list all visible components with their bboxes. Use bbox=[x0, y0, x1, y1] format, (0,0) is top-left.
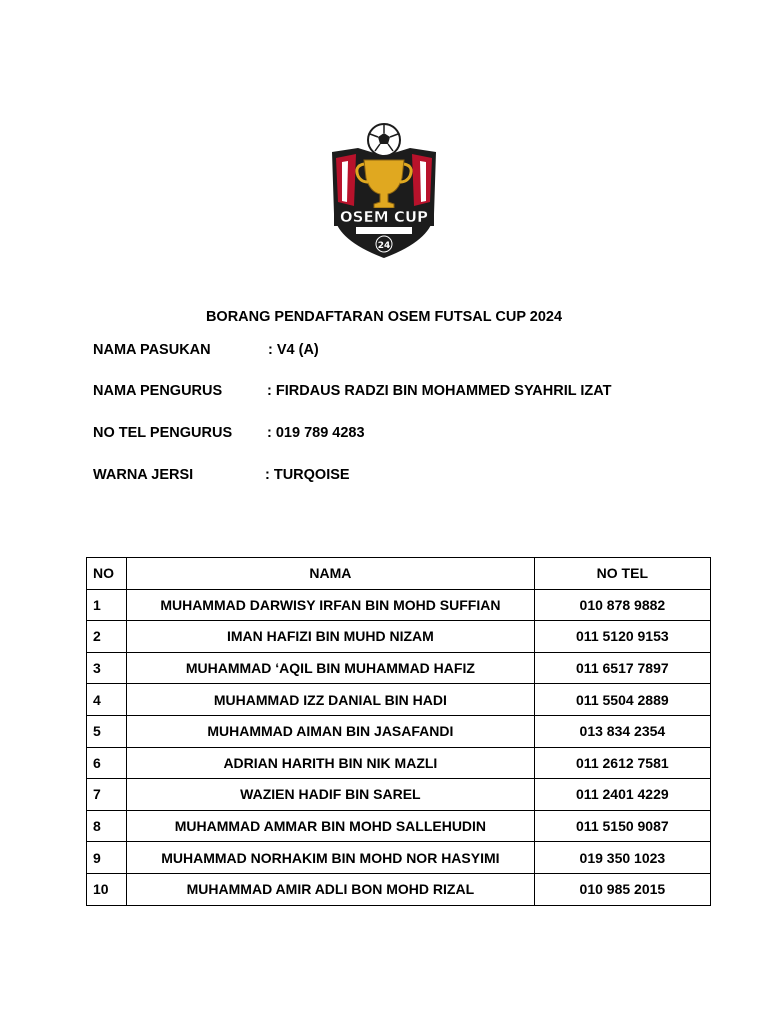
table-row bbox=[87, 779, 711, 811]
table-row bbox=[87, 684, 711, 716]
info-team-name bbox=[93, 342, 319, 358]
logo-text: OSEM CUP bbox=[339, 208, 429, 226]
cell-no: 3 bbox=[87, 652, 127, 684]
cell-no: 4 bbox=[87, 684, 127, 716]
header-name: NAMA bbox=[127, 558, 535, 590]
info-value: : TURQOISE bbox=[265, 467, 350, 483]
cell-no: 2 bbox=[87, 621, 127, 653]
table-row bbox=[87, 842, 711, 874]
header-tel: NO TEL bbox=[534, 558, 710, 590]
cell-no: 6 bbox=[87, 747, 127, 779]
info-manager-name bbox=[93, 383, 612, 399]
info-label: WARNA JERSI bbox=[93, 467, 194, 483]
player-table bbox=[86, 557, 711, 906]
cell-name: MUHAMMAD AIMAN BIN JASAFANDI bbox=[127, 715, 535, 747]
cell-no: 5 bbox=[87, 715, 127, 747]
table-row bbox=[87, 621, 711, 653]
cell-tel: 011 5120 9153 bbox=[534, 621, 710, 653]
cell-no: 8 bbox=[87, 810, 127, 842]
logo-sub-banner bbox=[356, 227, 412, 234]
cell-tel: 011 2401 4229 bbox=[534, 779, 710, 811]
cell-name: WAZIEN HADIF BIN SAREL bbox=[127, 779, 535, 811]
info-value: : 019 789 4283 bbox=[267, 425, 365, 441]
table-row bbox=[87, 589, 711, 621]
cell-name: MUHAMMAD AMMAR BIN MOHD SALLEHUDIN bbox=[127, 810, 535, 842]
cell-tel: 010 985 2015 bbox=[534, 873, 710, 905]
info-label: NAMA PASUKAN bbox=[93, 342, 211, 358]
logo-year: 24 bbox=[377, 241, 391, 251]
logo-stripe-left-white bbox=[342, 161, 348, 202]
cell-tel: 011 2612 7581 bbox=[534, 747, 710, 779]
cell-tel: 011 5150 9087 bbox=[534, 810, 710, 842]
cell-tel: 010 878 9882 bbox=[534, 589, 710, 621]
table-header-row bbox=[87, 558, 711, 590]
cell-tel: 011 5504 2889 bbox=[534, 684, 710, 716]
table-row bbox=[87, 810, 711, 842]
cell-tel: 011 6517 7897 bbox=[534, 652, 710, 684]
table-row bbox=[87, 747, 711, 779]
cell-name: MUHAMMAD DARWISY IRFAN BIN MOHD SUFFIAN bbox=[127, 589, 535, 621]
cell-name: MUHAMMAD NORHAKIM BIN MOHD NOR HASYIMI bbox=[127, 842, 535, 874]
cell-no: 7 bbox=[87, 779, 127, 811]
cell-name: ADRIAN HARITH BIN NIK MAZLI bbox=[127, 747, 535, 779]
cell-name: MUHAMMAD IZZ DANIAL BIN HADI bbox=[127, 684, 535, 716]
table-row bbox=[87, 715, 711, 747]
table-row bbox=[87, 873, 711, 905]
table-row bbox=[87, 652, 711, 684]
info-manager-phone bbox=[93, 425, 365, 441]
info-value: : V4 (A) bbox=[268, 342, 319, 358]
header-no: NO bbox=[87, 558, 127, 590]
cell-name: IMAN HAFIZI BIN MUHD NIZAM bbox=[127, 621, 535, 653]
info-label: NAMA PENGURUS bbox=[93, 383, 223, 399]
cell-tel: 013 834 2354 bbox=[534, 715, 710, 747]
osem-cup-logo bbox=[328, 122, 440, 260]
cell-tel: 019 350 1023 bbox=[534, 842, 710, 874]
info-jersey-color bbox=[93, 467, 350, 483]
form-title: BORANG PENDAFTARAN OSEM FUTSAL CUP 2024 bbox=[205, 309, 563, 325]
info-label: NO TEL PENGURUS bbox=[93, 425, 233, 441]
cell-name: MUHAMMAD AMIR ADLI BON MOHD RIZAL bbox=[127, 873, 535, 905]
cell-no: 10 bbox=[87, 873, 127, 905]
info-value: : FIRDAUS RADZI BIN MOHAMMED SYAHRIL IZAT bbox=[267, 383, 612, 399]
cell-no: 9 bbox=[87, 842, 127, 874]
logo-stripe-right-white bbox=[420, 161, 426, 202]
cell-no: 1 bbox=[87, 589, 127, 621]
cell-name: MUHAMMAD ‘AQIL BIN MUHAMMAD HAFIZ bbox=[127, 652, 535, 684]
